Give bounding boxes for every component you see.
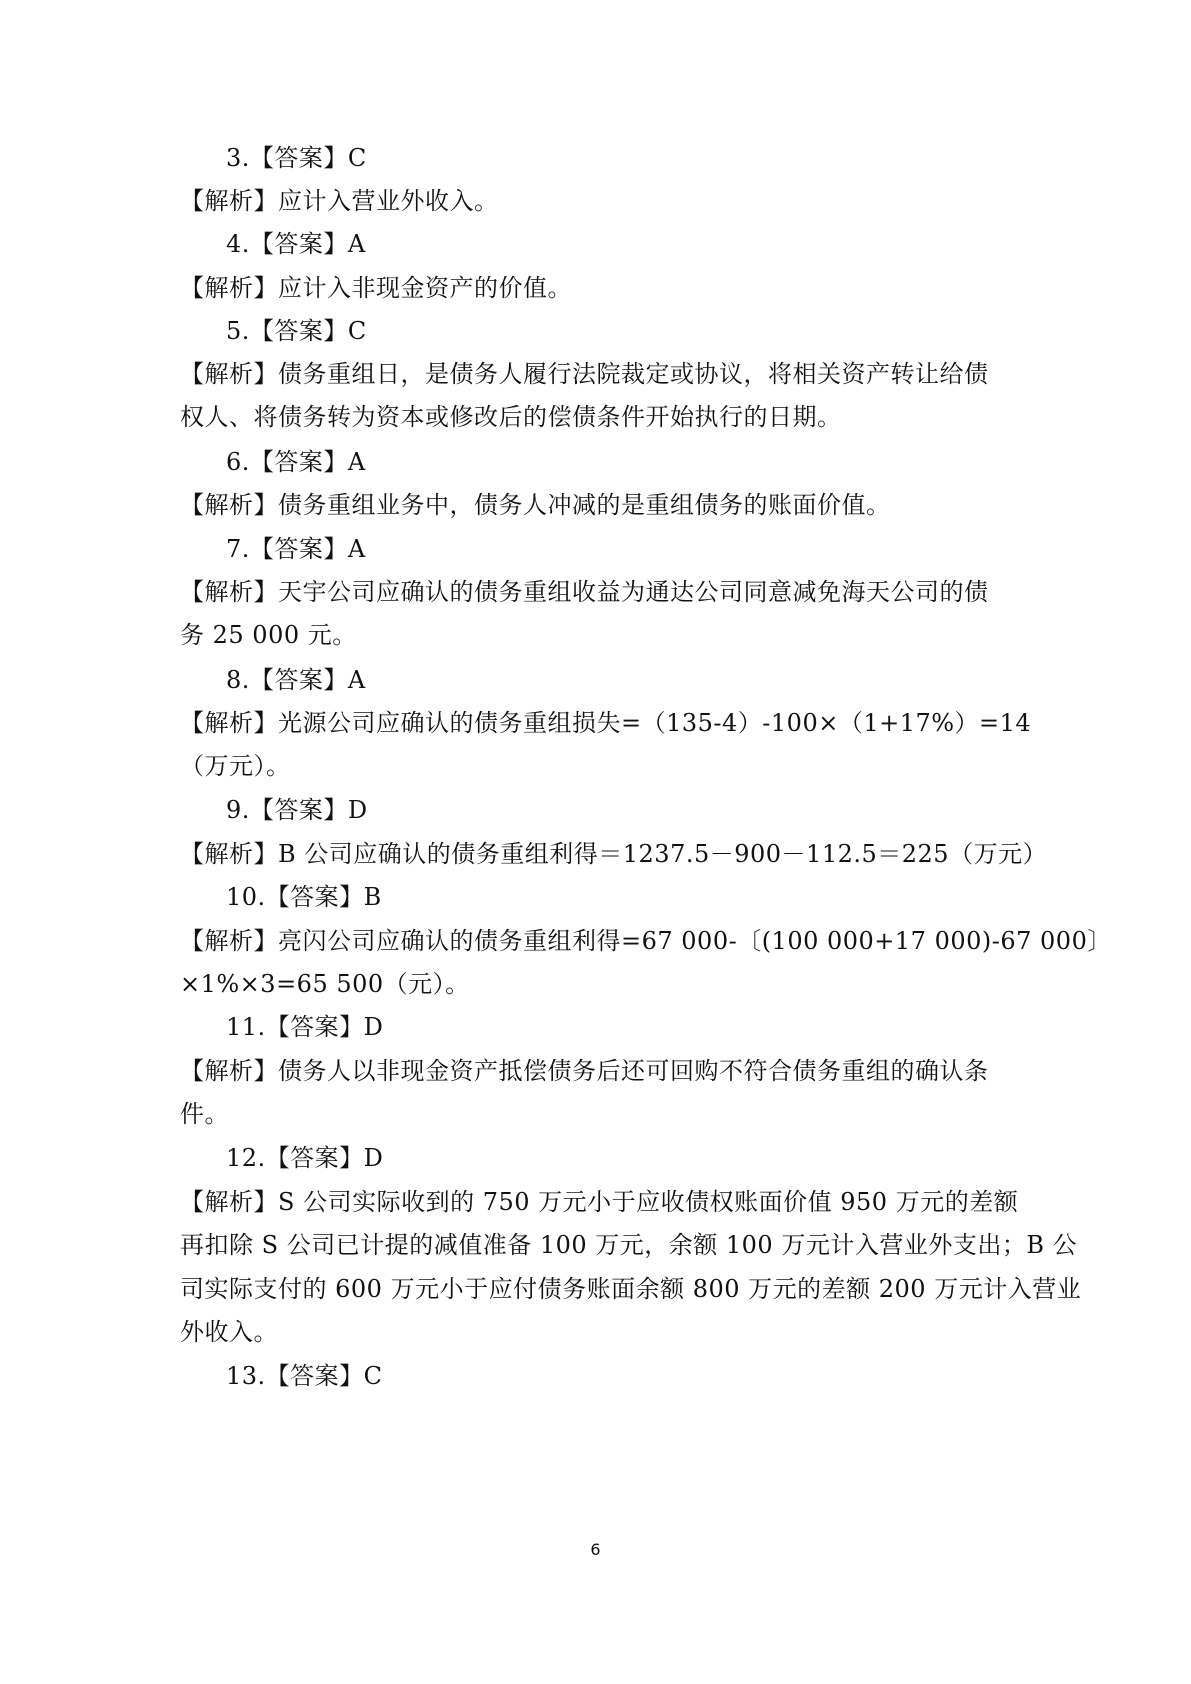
answer-13: 13.【答案】C — [226, 1362, 383, 1390]
explanation-12-continued-1: 再扣除 S 公司已计提的减值准备 100 万元，余额 100 万元计入营业外支出；B 公 — [180, 1231, 1078, 1259]
explanation-7: 【解析】天宇公司应确认的债务重组收益为通达公司同意减免海天公司的债 — [180, 578, 989, 606]
explanation-10-continued: ×1%×3=65 500（元）。 — [180, 970, 470, 998]
explanation-8: 【解析】光源公司应确认的债务重组损失=（135-4）-100×（1+17%）=14 — [180, 709, 1032, 737]
answer-3: 3.【答案】C — [226, 144, 367, 172]
answer-11: 11.【答案】D — [226, 1013, 384, 1041]
answer-10: 10.【答案】B — [226, 883, 382, 911]
explanation-7-continued: 务 25 000 元。 — [180, 621, 357, 649]
explanation-6: 【解析】债务重组业务中，债务人冲减的是重组债务的账面价值。 — [180, 491, 891, 519]
explanation-12-continued-2: 司实际支付的 600 万元小于应付债务账面余额 800 万元的差额 200 万元计入营业 — [180, 1275, 1082, 1303]
explanation-11-continued: 件。 — [180, 1100, 229, 1128]
answer-9: 9.【答案】D — [226, 796, 368, 824]
explanation-12: 【解析】S 公司实际收到的 750 万元小于应收债权账面价值 950 万元的差额 — [180, 1188, 1019, 1216]
explanation-4: 【解析】应计入非现金资产的价值。 — [180, 274, 572, 302]
answer-7: 7.【答案】A — [226, 535, 366, 563]
answer-6: 6.【答案】A — [226, 448, 366, 476]
explanation-9: 【解析】B 公司应确认的债务重组利得＝1237.5－900－112.5＝225（万元） — [180, 840, 1048, 868]
explanation-5: 【解析】债务重组日，是债务人履行法院裁定或协议，将相关资产转让给债 — [180, 360, 989, 388]
answer-8: 8.【答案】A — [226, 666, 366, 694]
explanation-11: 【解析】债务人以非现金资产抵偿债务后还可回购不符合债务重组的确认条 — [180, 1057, 989, 1085]
explanation-12-continued-3: 外收入。 — [180, 1318, 278, 1346]
explanation-5-continued: 权人、将债务转为资本或修改后的偿债条件开始执行的日期。 — [180, 403, 842, 431]
page-number: 6 — [590, 1540, 601, 1559]
explanation-10: 【解析】亮闪公司应确认的债务重组利得=67 000-〔(100 000+17 000)-67 000〕 — [180, 927, 1112, 955]
explanation-8-continued: （万元）。 — [180, 752, 291, 780]
answer-12: 12.【答案】D — [226, 1144, 384, 1172]
explanation-3: 【解析】应计入营业外收入。 — [180, 187, 499, 215]
answer-4: 4.【答案】A — [226, 230, 366, 258]
answer-5: 5.【答案】C — [226, 317, 367, 345]
